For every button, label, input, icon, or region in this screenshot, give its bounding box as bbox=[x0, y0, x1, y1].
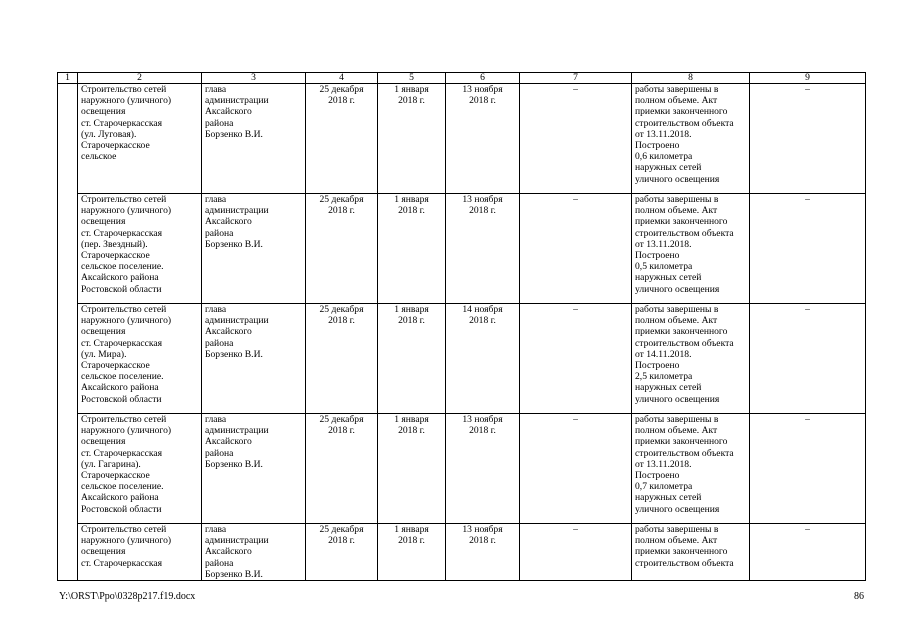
plan-date-cell: 25 декабря 2018 г. bbox=[306, 524, 378, 581]
object-cell: Строительство сетей наружного (уличного) освещения ст. Старочеркасская bbox=[78, 524, 202, 581]
object-cell: Строительство сетей наружного (уличного) освещения ст. Старочеркасская (ул. Луговая). Старочеркасское сельское bbox=[78, 84, 202, 194]
column-number: 1 bbox=[58, 73, 78, 84]
start-date-cell: 1 января 2018 г. bbox=[378, 84, 446, 194]
responsible-cell: глава администрации Аксайского района Борзенко В.И. bbox=[202, 524, 306, 581]
column-number: 7 bbox=[520, 73, 632, 84]
fact-date-cell: 13 ноября 2018 г. bbox=[446, 194, 520, 304]
column-number: 6 bbox=[446, 73, 520, 84]
footer-file-path: Y:\ORST\Ppo\0328p217.f19.docx bbox=[59, 591, 196, 602]
table-row bbox=[58, 84, 866, 194]
column-number: 2 bbox=[78, 73, 202, 84]
col9-cell: – bbox=[750, 84, 866, 194]
col9-cell: – bbox=[750, 414, 866, 524]
result-cell: работы завершены в полном объеме. Акт приемки законченного строительством объекта от 13.11.2018. Построено 0,6 километра наружных сетей уличного освещения bbox=[632, 84, 750, 194]
column-number: 5 bbox=[378, 73, 446, 84]
col7-cell: – bbox=[520, 304, 632, 414]
col9-cell: – bbox=[750, 524, 866, 581]
column-number: 4 bbox=[306, 73, 378, 84]
index-cell bbox=[58, 84, 78, 581]
table-row bbox=[58, 304, 866, 414]
result-cell: работы завершены в полном объеме. Акт приемки законченного строительством объекта от 13.11.2018. Построено 0,5 километра наружных сетей уличного освещения bbox=[632, 194, 750, 304]
start-date-cell: 1 января 2018 г. bbox=[378, 524, 446, 581]
col7-cell: – bbox=[520, 414, 632, 524]
plan-date-cell: 25 декабря 2018 г. bbox=[306, 84, 378, 194]
object-cell: Строительство сетей наружного (уличного) освещения ст. Старочеркасская (ул. Мира). Старочеркасское сельское поселение. Аксайского района Ростовской области bbox=[78, 304, 202, 414]
report-table bbox=[57, 72, 866, 581]
column-number: 9 bbox=[750, 73, 866, 84]
start-date-cell: 1 января 2018 г. bbox=[378, 414, 446, 524]
plan-date-cell: 25 декабря 2018 г. bbox=[306, 194, 378, 304]
col9-cell: – bbox=[750, 194, 866, 304]
col7-cell: – bbox=[520, 524, 632, 581]
start-date-cell: 1 января 2018 г. bbox=[378, 194, 446, 304]
table-row bbox=[58, 524, 866, 581]
table-row bbox=[58, 414, 866, 524]
col9-cell: – bbox=[750, 304, 866, 414]
fact-date-cell: 14 ноября 2018 г. bbox=[446, 304, 520, 414]
responsible-cell: глава администрации Аксайского района Борзенко В.И. bbox=[202, 414, 306, 524]
start-date-cell: 1 января 2018 г. bbox=[378, 304, 446, 414]
object-cell: Строительство сетей наружного (уличного) освещения ст. Старочеркасская (ул. Гагарина). Старочеркасское сельское поселение. Аксайского района Ростовской области bbox=[78, 414, 202, 524]
fact-date-cell: 13 ноября 2018 г. bbox=[446, 414, 520, 524]
table-row bbox=[58, 194, 866, 304]
responsible-cell: глава администрации Аксайского района Борзенко В.И. bbox=[202, 304, 306, 414]
result-cell: работы завершены в полном объеме. Акт приемки законченного строительством объекта bbox=[632, 524, 750, 581]
result-cell: работы завершены в полном объеме. Акт приемки законченного строительством объекта от 13.11.2018. Построено 0,7 километра наружных сетей уличного освещения bbox=[632, 414, 750, 524]
responsible-cell: глава администрации Аксайского района Борзенко В.И. bbox=[202, 194, 306, 304]
page-number: 86 bbox=[854, 591, 864, 602]
column-number: 8 bbox=[632, 73, 750, 84]
fact-date-cell: 13 ноября 2018 г. bbox=[446, 84, 520, 194]
plan-date-cell: 25 декабря 2018 г. bbox=[306, 414, 378, 524]
table-header-row bbox=[58, 73, 866, 84]
column-number: 3 bbox=[202, 73, 306, 84]
result-cell: работы завершены в полном объеме. Акт приемки законченного строительством объекта от 14.11.2018. Построено 2,5 километра наружных сетей уличного освещения bbox=[632, 304, 750, 414]
fact-date-cell: 13 ноября 2018 г. bbox=[446, 524, 520, 581]
col7-cell: – bbox=[520, 194, 632, 304]
object-cell: Строительство сетей наружного (уличного) освещения ст. Старочеркасская (пер. Звездный). Старочеркасское сельское поселение. Аксайского района Ростовской области bbox=[78, 194, 202, 304]
plan-date-cell: 25 декабря 2018 г. bbox=[306, 304, 378, 414]
responsible-cell: глава администрации Аксайского района Борзенко В.И. bbox=[202, 84, 306, 194]
col7-cell: – bbox=[520, 84, 632, 194]
